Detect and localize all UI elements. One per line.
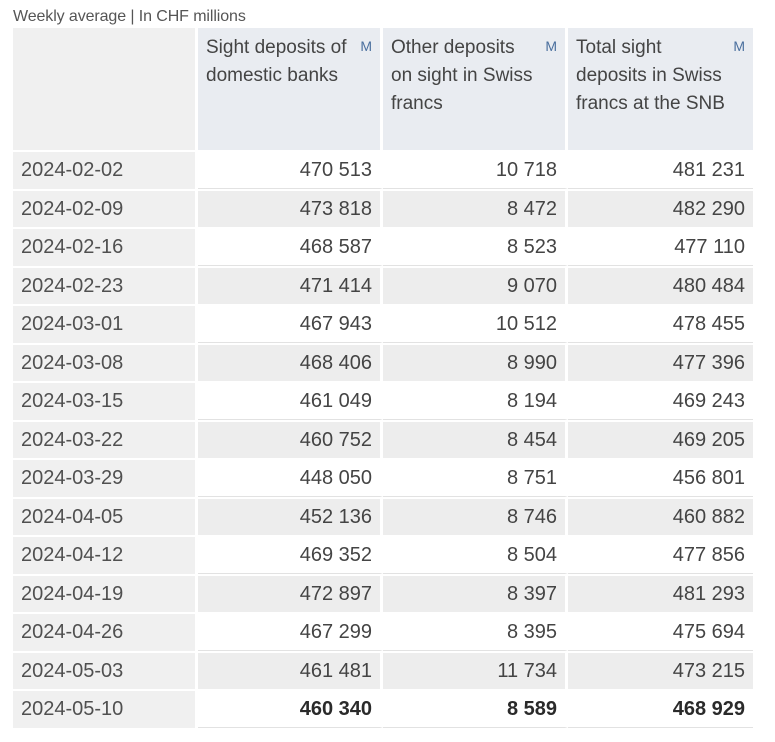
table-caption: Weekly average | In CHF millions: [13, 8, 246, 25]
total-sight-deposits-cell: 477 856: [568, 535, 753, 574]
other-deposits-cell: 9 070: [383, 266, 568, 304]
table-row: [13, 535, 753, 574]
table-row: [13, 266, 753, 304]
total-sight-deposits-cell: 468 929: [568, 689, 753, 728]
total-sight-deposits-cell: 482 290: [568, 189, 753, 227]
table-row: [13, 304, 753, 343]
total-sight-deposits-cell: 480 484: [568, 266, 753, 304]
date-cell: 2024-04-26: [13, 612, 198, 651]
date-cell: 2024-03-08: [13, 343, 198, 381]
domestic-banks-cell: 469 352: [198, 535, 383, 574]
other-deposits-cell: 8 472: [383, 189, 568, 227]
column-metadata-link[interactable]: M: [733, 38, 745, 54]
column-metadata-link[interactable]: M: [360, 38, 372, 54]
date-cell: 2024-02-02: [13, 150, 198, 189]
column-header-label: Other deposits on sight in Swiss francs: [391, 37, 533, 114]
column-metadata-link[interactable]: M: [545, 38, 557, 54]
other-deposits-cell: 8 504: [383, 535, 568, 574]
table-row: [13, 574, 753, 612]
domestic-banks-cell: 473 818: [198, 189, 383, 227]
domestic-banks-cell: 467 943: [198, 304, 383, 343]
other-deposits-cell: 11 734: [383, 651, 568, 689]
header-corner: [13, 28, 198, 150]
table-row: [13, 651, 753, 689]
other-deposits-cell: 8 589: [383, 689, 568, 728]
other-deposits-cell: 8 454: [383, 420, 568, 458]
other-deposits-cell: 8 990: [383, 343, 568, 381]
column-header-label: Sight deposits of domestic banks: [206, 37, 347, 86]
table-row: [13, 458, 753, 497]
domestic-banks-cell: 472 897: [198, 574, 383, 612]
table-row: [13, 612, 753, 651]
total-sight-deposits-cell: 456 801: [568, 458, 753, 497]
column-header-total-sight-deposits: [568, 28, 753, 150]
other-deposits-cell: 8 751: [383, 458, 568, 497]
date-cell: 2024-04-19: [13, 574, 198, 612]
total-sight-deposits-cell: 481 231: [568, 150, 753, 189]
table-row: [13, 227, 753, 266]
date-cell: 2024-02-09: [13, 189, 198, 227]
date-cell: 2024-04-05: [13, 497, 198, 535]
table-body: [13, 150, 753, 728]
total-sight-deposits-cell: 469 243: [568, 381, 753, 420]
column-header-other-deposits: [383, 28, 568, 150]
total-sight-deposits-cell: 478 455: [568, 304, 753, 343]
table-row: [13, 420, 753, 458]
domestic-banks-cell: 468 587: [198, 227, 383, 266]
domestic-banks-cell: 448 050: [198, 458, 383, 497]
total-sight-deposits-cell: 473 215: [568, 651, 753, 689]
date-cell: 2024-05-03: [13, 651, 198, 689]
table-row: [13, 497, 753, 535]
total-sight-deposits-cell: 477 396: [568, 343, 753, 381]
other-deposits-cell: 8 395: [383, 612, 568, 651]
column-header-label: Total sight deposits in Swiss francs at the SNB: [576, 37, 725, 114]
domestic-banks-cell: 468 406: [198, 343, 383, 381]
domestic-banks-cell: 471 414: [198, 266, 383, 304]
total-sight-deposits-cell: 481 293: [568, 574, 753, 612]
domestic-banks-cell: 460 752: [198, 420, 383, 458]
total-sight-deposits-cell: 469 205: [568, 420, 753, 458]
other-deposits-cell: 8 746: [383, 497, 568, 535]
header-row: [13, 28, 753, 150]
table-row: [13, 381, 753, 420]
table-row: [13, 343, 753, 381]
total-sight-deposits-cell: 460 882: [568, 497, 753, 535]
other-deposits-cell: 10 512: [383, 304, 568, 343]
column-header-domestic-banks: [198, 28, 383, 150]
domestic-banks-cell: 467 299: [198, 612, 383, 651]
total-sight-deposits-cell: 477 110: [568, 227, 753, 266]
other-deposits-cell: 10 718: [383, 150, 568, 189]
date-cell: 2024-02-16: [13, 227, 198, 266]
table-row: [13, 150, 753, 189]
other-deposits-cell: 8 397: [383, 574, 568, 612]
total-sight-deposits-cell: 475 694: [568, 612, 753, 651]
sight-deposits-table: [13, 28, 753, 728]
date-cell: 2024-03-15: [13, 381, 198, 420]
date-cell: 2024-03-01: [13, 304, 198, 343]
domestic-banks-cell: 470 513: [198, 150, 383, 189]
other-deposits-cell: 8 194: [383, 381, 568, 420]
domestic-banks-cell: 452 136: [198, 497, 383, 535]
other-deposits-cell: 8 523: [383, 227, 568, 266]
date-cell: 2024-05-10: [13, 689, 198, 728]
date-cell: 2024-03-22: [13, 420, 198, 458]
date-cell: 2024-04-12: [13, 535, 198, 574]
table-row: [13, 189, 753, 227]
domestic-banks-cell: 460 340: [198, 689, 383, 728]
date-cell: 2024-03-29: [13, 458, 198, 497]
domestic-banks-cell: 461 481: [198, 651, 383, 689]
domestic-banks-cell: 461 049: [198, 381, 383, 420]
date-cell: 2024-02-23: [13, 266, 198, 304]
table-row: [13, 689, 753, 728]
